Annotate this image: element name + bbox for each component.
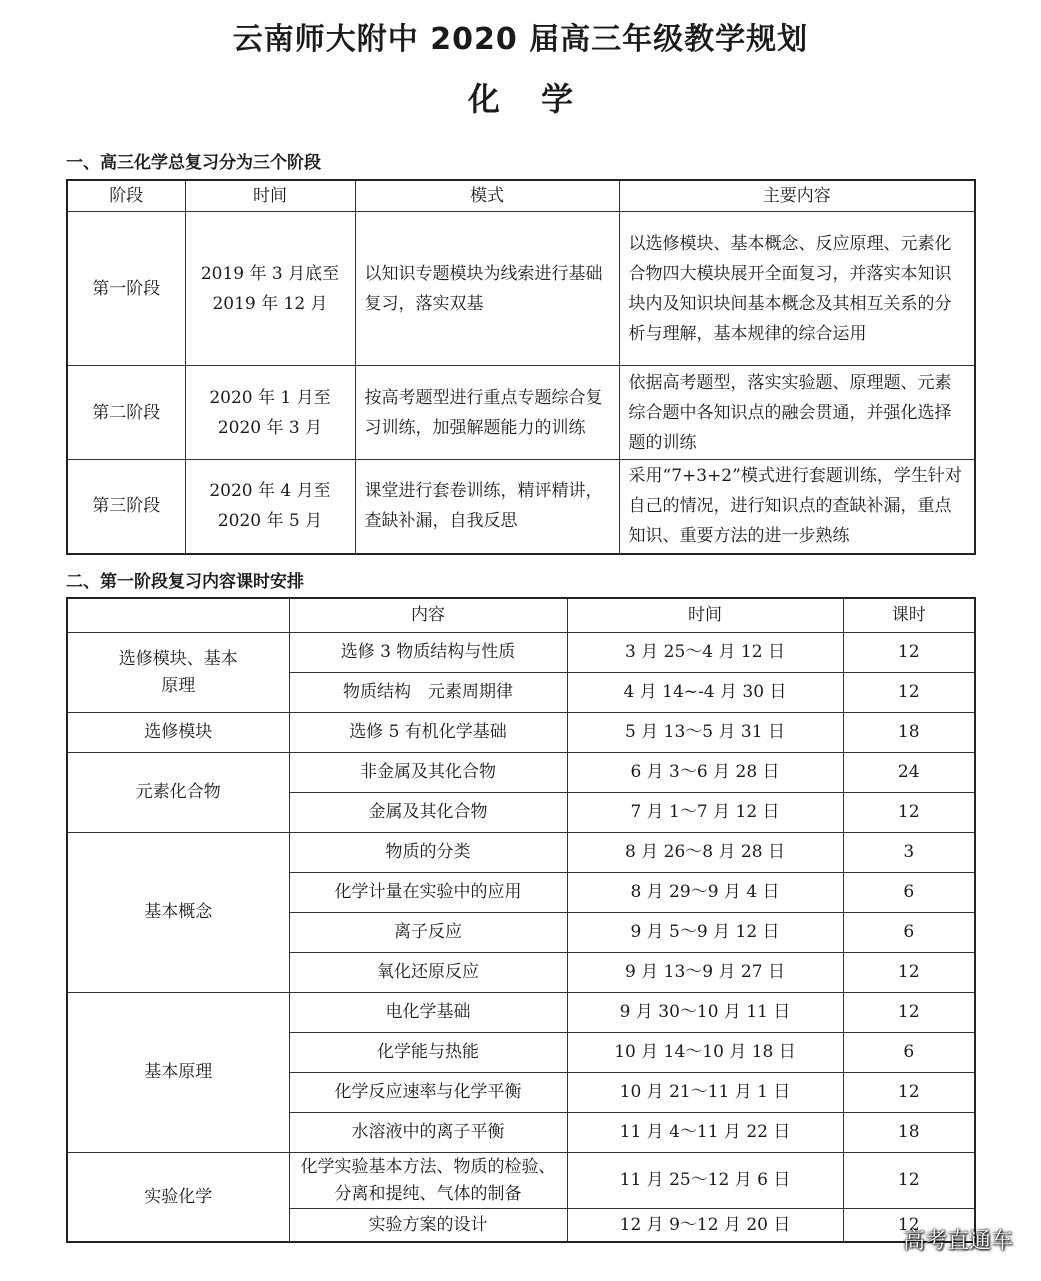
document-title: 云南师大附中 2020 届高三年级教学规划 [232,22,809,57]
header-main-content: 主要内容 [619,180,975,212]
content-cell: 离子反应 [289,913,567,953]
content-cell: 化学实验基本方法、物质的检验、分离和提纯、气体的制备 [289,1153,567,1209]
content-cell: 化学反应速率与化学平衡 [289,1073,567,1113]
schedule-table-header-row [67,598,975,633]
time-cell: 2020 年 4 月至 2020 年 5 月 [185,460,355,554]
content-cell: 电化学基础 [289,993,567,1033]
module-cell: 实验化学 [67,1153,289,1243]
stages-table [66,179,976,555]
hours-cell: 18 [843,1113,975,1153]
table-row [67,1153,975,1209]
time-cell: 10 月 14～10 月 18 日 [567,1033,843,1073]
table-row [67,460,975,554]
hours-cell: 12 [843,793,975,833]
hours-cell: 6 [843,873,975,913]
time-cell: 11 月 4～11 月 22 日 [567,1113,843,1153]
content-cell: 以选修模块、基本概念、反应原理、元素化合物四大模块展开全面复习，并落实本知识块内及知识块间基本概念及其相互关系的分析与理解，基本规律的综合运用 [619,212,975,366]
content-cell: 金属及其化合物 [289,793,567,833]
module-cell: 选修模块 [67,713,289,753]
header-content: 内容 [289,598,567,633]
header-hours: 课时 [843,598,975,633]
time-cell: 2019 年 3 月底至 2019 年 12 月 [185,212,355,366]
stage-cell: 第二阶段 [67,366,185,460]
header-mode: 模式 [355,180,619,212]
header-time: 时间 [567,598,843,633]
content-cell: 物质的分类 [289,833,567,873]
table-row [67,833,975,873]
hours-cell: 12 [843,673,975,713]
time-cell: 6 月 3～6 月 28 日 [567,753,843,793]
header-module [67,598,289,633]
hours-cell: 12 [843,633,975,673]
schedule-table [66,597,976,1243]
mode-cell: 以知识专题模块为线索进行基础复习，落实双基 [355,212,619,366]
module-cell: 基本概念 [67,833,289,993]
content-cell: 化学能与热能 [289,1033,567,1073]
time-cell: 9 月 13～9 月 27 日 [567,953,843,993]
time-cell: 12 月 9～12 月 20 日 [567,1209,843,1243]
hours-cell: 3 [843,833,975,873]
hours-cell: 24 [843,753,975,793]
content-cell: 实验方案的设计 [289,1209,567,1243]
content-cell: 物质结构 元素周期律 [289,673,567,713]
hours-cell: 12 [843,953,975,993]
mode-cell: 按高考题型进行重点专题综合复习训练，加强解题能力的训练 [355,366,619,460]
stage-cell: 第三阶段 [67,460,185,554]
stages-table-header-row [67,180,975,212]
content-cell: 氧化还原反应 [289,953,567,993]
section-1-heading: 一、高三化学总复习分为三个阶段 [66,153,321,173]
table-row [67,212,975,366]
module-cell: 基本原理 [67,993,289,1153]
table-row [67,633,975,673]
time-cell: 9 月 5～9 月 12 日 [567,913,843,953]
header-time: 时间 [185,180,355,212]
hours-cell: 6 [843,1033,975,1073]
time-cell: 8 月 26～8 月 28 日 [567,833,843,873]
header-stage: 阶段 [67,180,185,212]
module-cell: 选修模块、基本原理 [67,633,289,713]
table-row [67,366,975,460]
hours-cell: 12 [843,1073,975,1113]
hours-cell: 12 [843,1153,975,1209]
time-cell: 11 月 25～12 月 6 日 [567,1153,843,1209]
watermark-text: 高考直通车 [902,1229,1013,1254]
content-cell: 选修 5 有机化学基础 [289,713,567,753]
time-cell: 3 月 25～4 月 12 日 [567,633,843,673]
time-cell: 10 月 21～11 月 1 日 [567,1073,843,1113]
table-row [67,713,975,753]
content-cell: 依据高考题型，落实实验题、原理题、元素综合题中各知识点的融会贯通，并强化选择题的训练 [619,366,975,460]
content-cell: 选修 3 物质结构与性质 [289,633,567,673]
hours-cell: 12 [843,993,975,1033]
hours-cell: 18 [843,713,975,753]
hours-cell: 6 [843,913,975,953]
mode-cell: 课堂进行套卷训练，精评精讲，查缺补漏，自我反思 [355,460,619,554]
time-cell: 4 月 14~-4 月 30 日 [567,673,843,713]
content-cell: 水溶液中的离子平衡 [289,1113,567,1153]
table-row [67,753,975,793]
stage-cell: 第一阶段 [67,212,185,366]
section-2-heading: 二、第一阶段复习内容课时安排 [66,572,304,592]
table-row [67,993,975,1033]
time-cell: 2020 年 1 月至 2020 年 3 月 [185,366,355,460]
time-cell: 7 月 1～7 月 12 日 [567,793,843,833]
time-cell: 5 月 13～5 月 31 日 [567,713,843,753]
content-cell: 非金属及其化合物 [289,753,567,793]
module-cell: 元素化合物 [67,753,289,833]
content-cell: 化学计量在实验中的应用 [289,873,567,913]
time-cell: 8 月 29～9 月 4 日 [567,873,843,913]
time-cell: 9 月 30～10 月 11 日 [567,993,843,1033]
document-subject: 化 学 [467,80,574,118]
hours-cell: 12 [843,1209,975,1243]
content-cell: 采用“7+3+2”模式进行套题训练，学生针对自己的情况，进行知识点的查缺补漏，重点知识、重要方法的进一步熟练 [619,460,975,554]
